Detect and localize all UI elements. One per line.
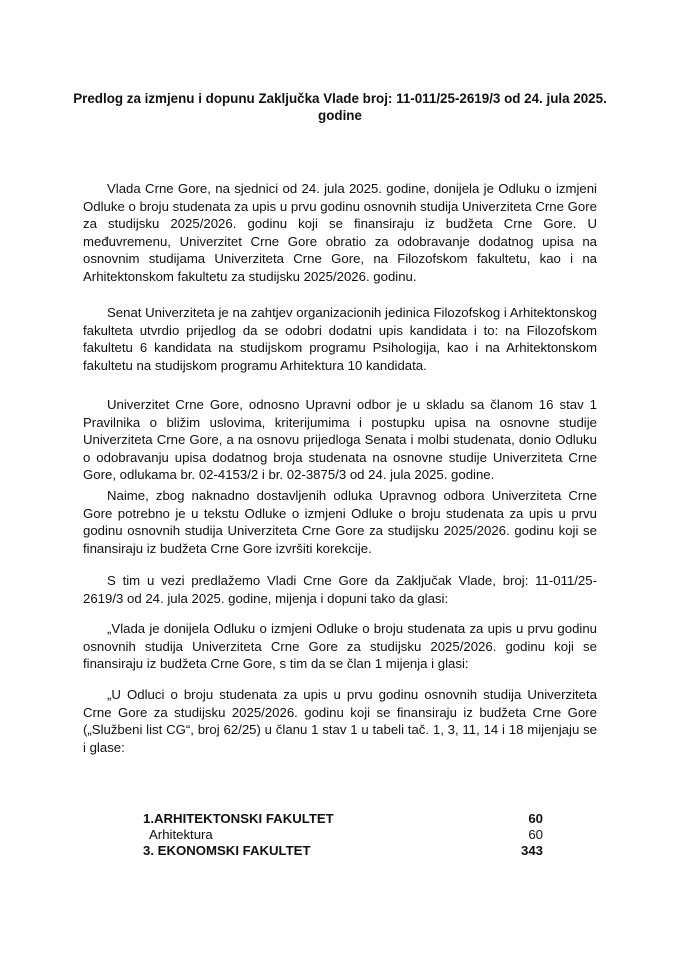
table-row	[143, 843, 543, 859]
paragraph-1: Vlada Crne Gore, na sjednici od 24. jula 2025. godine, donijela je Odluku o izmjeni Odluke o broju studenata za upis u prvu godinu osnovnih studija Univerziteta Crne Gore za studijsku 2025/2026. godinu koji se finansiraju iz budžeta Crne Gore. U međuvremenu, Univerzitet Crne Gore obratio za odobravanje dodatnog upisa na osnovnim studijama Univerziteta Crne Gore, na Filozofskom fakultetu, kao i na Arhitektonskom fakultetu za studijsku 2025/2026. godinu.	[83, 181, 597, 284]
table-row-value: 60	[528, 811, 543, 826]
paragraph-6: „Vlada je donijela Odluku o izmjeni Odluke o broju studenata za upis u prvu godinu osnovnih studija Univerziteta Crne Gore za studijsku 2025/2026. godinu koji se finansiraju iz budžeta Crne Gore, s tim da se član 1 mijenja i glasi:	[83, 621, 597, 672]
paragraph-3: Univerzitet Crne Gore, odnosno Upravni odbor je u skladu sa članom 16 stav 1 Pravilnika o bližim uslovima, kriterijumima i postupku upisa na osnovne studije Univerziteta Crne Gore, a na osnovu prijedloga Senata i molbi studenata, donio Odluku o odobravanju upisa dodatnog broja studenata na osnovne studije Univerziteta Crne Gore, odlukama br. 02-4153/2 i br. 02-3875/3 od 24. jula 2025. godine.	[83, 397, 597, 483]
table-row-label: Arhitektura	[149, 827, 213, 842]
table-row-value: 60	[528, 827, 543, 842]
document-title: Predlog za izmjenu i dopunu Zaključka Vlade broj: 11-011/25-2619/3 od 24. jula 2025. godine	[73, 91, 607, 123]
table-row	[143, 811, 543, 827]
paragraph-4: Naime, zbog naknadno dostavljenih odluka Upravnog odbora Univerziteta Crne Gore potrebno je u tekstu Odluke o izmjeni Odluke o broju studenata za upis u prvu godinu osnovnih studija Univerziteta Crne Gore za studijsku 2025/2026. godinu koji se finansiraju iz budžeta Crne Gore izvršiti korekcije.	[83, 488, 597, 556]
paragraph-7: „U Odluci o broju studenata za upis u prvu godinu osnovnih studija Univerziteta Crne Gore za studijsku 2025/2026. godinu koji se finansiraju iz budžeta Crne Gore („Službeni list CG“, broj 62/25) u članu 1 stav 1 u tabeli tač. 1, 3, 11, 14 i 18 mijenjaju se i glase:	[83, 687, 597, 755]
paragraph-2: Senat Univerziteta je na zahtjev organizacionih jedinica Filozofskog i Arhitektonskog fakulteta utvrdio prijedlog da se odobri dodatni upis kandidata i to: na Filozofskom fakultetu 6 kandidata na studijskom programu Psihologija, kao i na Arhitektonskom fakultetu na studijskom programu Arhitektura 10 kandidata.	[83, 305, 597, 373]
table-row-label: 3. EKONOMSKI FAKULTET	[143, 843, 311, 858]
table-row-value: 343	[520, 843, 543, 858]
paragraph-5: S tim u vezi predlažemo Vladi Crne Gore da Zaključak Vlade, broj: 11-011/25-2619/3 od 24. jula 2025. godine, mijenja i dopuni tako da glasi:	[83, 573, 597, 606]
table-row-label: 1.ARHITEKTONSKI FAKULTET	[143, 811, 334, 826]
table-row	[149, 827, 543, 843]
